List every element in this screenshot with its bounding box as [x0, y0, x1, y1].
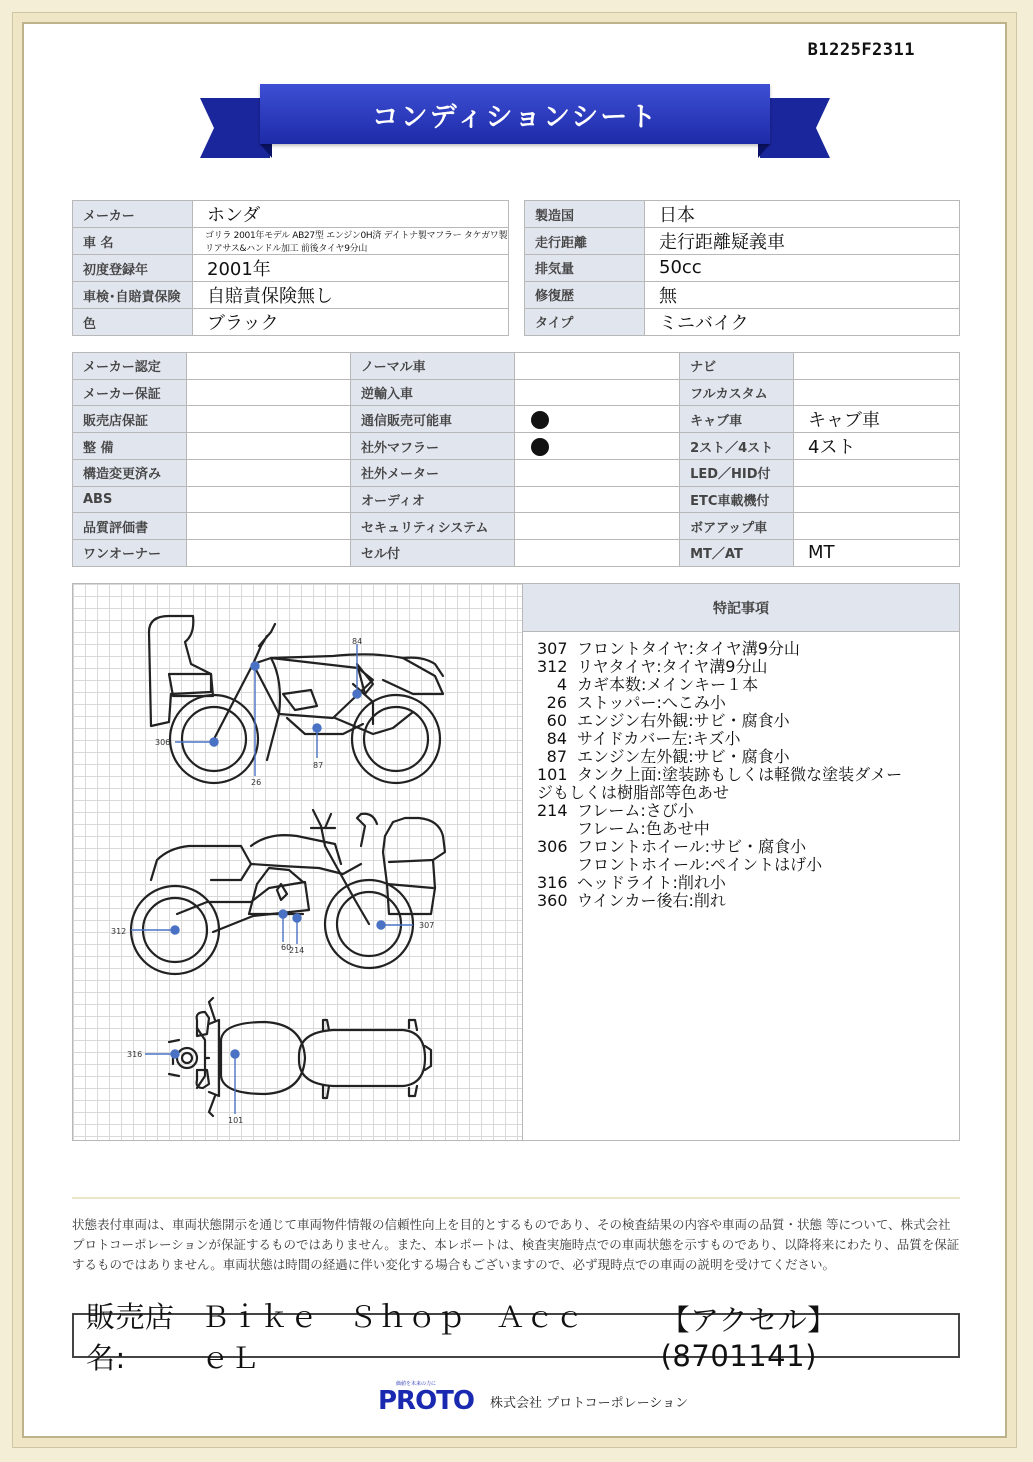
equipment-row [73, 433, 960, 460]
note-code: 306 [537, 837, 568, 856]
equipment-label: セル付 [350, 539, 514, 566]
equipment-label: 品質評価書 [73, 513, 187, 540]
notes-header: 特記事項 [523, 584, 959, 632]
equipment-value [187, 379, 351, 406]
dealer-id: 【アクセル】(8701141) [660, 1303, 837, 1373]
info-row [525, 281, 960, 308]
note-code: 360 [537, 891, 568, 910]
info-row [73, 255, 509, 282]
equipment-value [514, 379, 679, 406]
info-row [525, 228, 960, 255]
info-value: 日本 [645, 201, 960, 228]
note-text: サイドカバー左:キズ小 [577, 729, 741, 748]
info-value: 自賠責保険無し [193, 282, 509, 309]
proto-logo: 価値を未来の力に PROTO [378, 1381, 475, 1416]
equipment-row [73, 513, 960, 540]
equipment-value [187, 486, 351, 513]
note-text: フロントホイール:サビ・腐食小 [577, 837, 807, 856]
diagram-label-214: 214 [289, 946, 305, 955]
basic-info-right [524, 200, 960, 336]
proto-tagline: 価値を未来の力に [396, 1381, 437, 1387]
equipment-label: 通信販売可能車 [350, 406, 514, 433]
equipment-value [187, 353, 351, 380]
note-text: フレーム:さび小 [577, 801, 694, 820]
info-label: 走行距離 [525, 228, 645, 255]
bike-left-view [149, 616, 443, 783]
equipment-label: 社外メーター [350, 460, 514, 487]
title-ribbon [200, 78, 830, 188]
diagram-label-60: 60 [281, 943, 292, 952]
note-item [537, 748, 957, 766]
note-text: ウインカー後右:削れ [577, 891, 726, 910]
equipment-value [514, 460, 679, 487]
note-item [537, 784, 957, 802]
dealer-name-box [72, 1299, 960, 1375]
note-text: カギ本数:メインキー１本 [577, 675, 759, 694]
equipment-label: 整 備 [73, 433, 187, 460]
info-label: 排気量 [525, 255, 645, 282]
info-row [73, 201, 509, 228]
dealer-label: 販売店名: [86, 1299, 175, 1375]
note-code: 4 [556, 675, 567, 694]
marker-306 [210, 738, 218, 746]
info-label: メーカー [73, 201, 193, 228]
note-item [537, 802, 957, 820]
equipment-label: ETC車載機付 [680, 486, 794, 513]
diagram-label-26: 26 [251, 778, 262, 787]
info-row [525, 201, 960, 228]
note-text: ストッパー:へこみ小 [577, 693, 726, 712]
note-text: ヘッドライト:削れ小 [577, 873, 726, 892]
equipment-label: 構造変更済み [73, 460, 187, 487]
marker-316 [171, 1050, 179, 1058]
info-value: ホンダ [193, 201, 509, 228]
equipment-value [794, 460, 960, 487]
note-text: リヤタイヤ:タイヤ溝9分山 [577, 657, 768, 676]
equipment-label: 社外マフラー [350, 433, 514, 460]
footer [378, 1381, 689, 1416]
note-item [537, 658, 957, 676]
diagram-label-316: 316 [127, 1050, 143, 1059]
diagram-label-307: 307 [419, 921, 435, 930]
sheet-title: コンディションシート [260, 84, 770, 144]
equipment-label: 販売店保証 [73, 406, 187, 433]
dealer-name: Ｂｉｋｅ Ｓｈｏｐ ＡｃｃｅＬ [200, 1299, 585, 1375]
equipment-label: メーカー認定 [73, 353, 187, 380]
check-dot-icon [531, 438, 549, 456]
equipment-label: ノーマル車 [350, 353, 514, 380]
condition-diagram-section [72, 583, 960, 1141]
equipment-value [187, 513, 351, 540]
note-text: フロントタイヤ:タイヤ溝9分山 [577, 639, 800, 658]
note-code: 312 [537, 657, 568, 676]
info-label: 車 名 [73, 228, 193, 255]
diagram-label-87: 87 [313, 761, 324, 770]
info-row [73, 228, 509, 255]
info-row [525, 255, 960, 282]
equipment-value [187, 406, 351, 433]
equipment-label: ワンオーナー [73, 539, 187, 566]
equipment-value [794, 513, 960, 540]
info-value: 走行距離疑義車 [645, 228, 960, 255]
equipment-value [187, 539, 351, 566]
info-label: 初度登録年 [73, 255, 193, 282]
equipment-value [514, 406, 679, 433]
info-value: ゴリラ 2001年モデル AB27型 エンジン0H済 デイトナ製マフラー タケガワ製リアサス&ハンドル加工 前後タイヤ9分山 [193, 228, 509, 255]
info-value: 2001年 [193, 255, 509, 282]
info-label: 色 [73, 309, 193, 336]
motorcycle-diagram [73, 584, 523, 1140]
equipment-value [187, 433, 351, 460]
equipment-row [73, 353, 960, 380]
note-code: 26 [546, 693, 567, 712]
info-row [525, 308, 960, 335]
equipment-label: セキュリティシステム [350, 513, 514, 540]
note-text: ジもしくは樹脂部等色あせ [537, 783, 730, 802]
equipment-value: MT [794, 539, 960, 566]
note-code: 84 [546, 729, 567, 748]
note-text: エンジン右外観:サビ・腐食小 [577, 711, 790, 730]
note-item [537, 766, 957, 784]
note-item [537, 712, 957, 730]
equipment-value [794, 353, 960, 380]
equipment-value [187, 460, 351, 487]
note-item [537, 694, 957, 712]
info-value: 50cc [645, 255, 960, 282]
note-text: タンク上面:塗装跡もしくは軽微な塗装ダメー [577, 765, 903, 784]
equipment-label: LED／HID付 [680, 460, 794, 487]
info-value: 無 [645, 281, 960, 308]
diagram-label-306: 306 [155, 738, 171, 747]
equipment-row [73, 539, 960, 566]
note-code [537, 856, 577, 874]
note-item [537, 892, 957, 910]
diagram-label-312: 312 [111, 927, 127, 936]
equipment-value [514, 486, 679, 513]
equipment-value [794, 486, 960, 513]
equipment-value [794, 379, 960, 406]
info-value: ミニバイク [645, 308, 960, 335]
marker-312 [171, 926, 179, 934]
note-item [537, 856, 957, 874]
note-text: フレーム:色あせ中 [577, 819, 710, 838]
equipment-row [73, 460, 960, 487]
document-id: B1225F2311 [807, 40, 915, 60]
divider [72, 1197, 960, 1199]
equipment-label: メーカー保証 [73, 379, 187, 406]
marker-84 [353, 690, 361, 698]
note-code: 101 [537, 765, 568, 784]
equipment-label: ボアアップ車 [680, 513, 794, 540]
disclaimer-text: 状態表付車両は、車両状態開示を通じて車両物件情報の信頼性向上を目的とするものであり、その検査結果の内容や車両の品質・状態 等について、株式会社プロトコーポレーションが保証するものではありません。また、本レポートは、検査実施時点での車両状態を示すものであり、以降将来にわたり、品質を保証するものではありません。車両状態は時間の経過に伴い変化する場合もございますので、必ず現時点での車両の説明を受けてください。 [72, 1217, 960, 1272]
equipment-value [514, 433, 679, 460]
note-item [537, 838, 957, 856]
note-code: 87 [546, 747, 567, 766]
bike-diagram-grid [73, 584, 523, 1140]
marker-26 [251, 662, 259, 670]
note-code: 214 [537, 801, 568, 820]
basic-info-left [72, 200, 509, 336]
marker-214 [293, 914, 301, 922]
info-label: 車検･自賠責保険 [73, 282, 193, 309]
equipment-row [73, 379, 960, 406]
note-item [537, 874, 957, 892]
check-dot-icon [531, 411, 549, 429]
marker-307 [377, 921, 385, 929]
equipment-table [72, 352, 960, 567]
equipment-label: ナビ [680, 353, 794, 380]
note-item [537, 676, 957, 694]
equipment-row [73, 486, 960, 513]
equipment-label: MT／AT [680, 539, 794, 566]
equipment-label: 2スト／4スト [680, 433, 794, 460]
equipment-label: フルカスタム [680, 379, 794, 406]
equipment-row [73, 406, 960, 433]
note-item [537, 730, 957, 748]
equipment-value [514, 353, 679, 380]
notes-list [537, 640, 957, 910]
company-name: 株式会社 プロトコーポレーション [490, 1395, 689, 1411]
info-label: タイプ [525, 308, 645, 335]
info-row [73, 282, 509, 309]
info-label: 製造国 [525, 201, 645, 228]
equipment-label: 逆輸入車 [350, 379, 514, 406]
note-text: フロントホイール:ペイントはげ小 [577, 855, 823, 874]
note-code: 307 [537, 639, 568, 658]
equipment-label: オーディオ [350, 486, 514, 513]
note-item [537, 640, 957, 658]
diagram-label-84: 84 [352, 637, 363, 646]
marker-60 [279, 910, 287, 918]
equipment-label: キャブ車 [680, 406, 794, 433]
note-text: エンジン左外観:サビ・腐食小 [577, 747, 790, 766]
diagram-label-101: 101 [228, 1116, 244, 1125]
bike-top-view [169, 998, 431, 1116]
equipment-value [514, 513, 679, 540]
marker-87 [313, 724, 321, 732]
equipment-label: ABS [73, 486, 187, 513]
info-row [73, 309, 509, 336]
note-code: 316 [537, 873, 568, 892]
info-label: 修復歴 [525, 281, 645, 308]
note-code: 60 [546, 711, 567, 730]
equipment-value [514, 539, 679, 566]
equipment-value: キャブ車 [794, 406, 960, 433]
equipment-value: 4スト [794, 433, 960, 460]
note-item [537, 820, 957, 838]
note-code [537, 820, 577, 838]
info-value: ブラック [193, 309, 509, 336]
marker-101 [231, 1050, 239, 1058]
